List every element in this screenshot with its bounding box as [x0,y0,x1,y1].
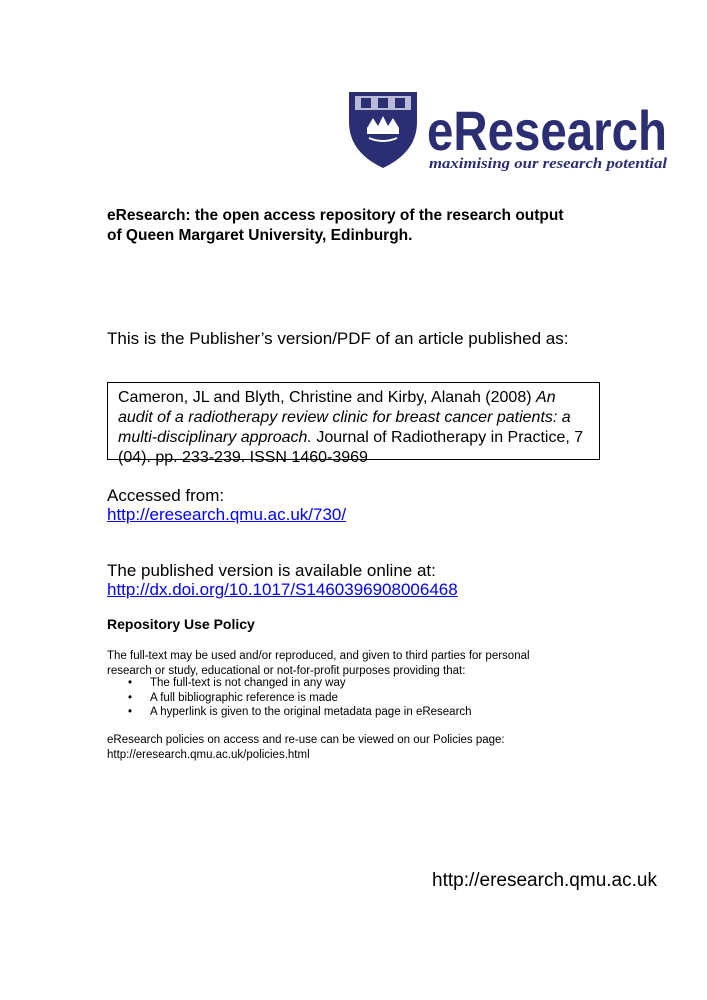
eresearch-logo [345,88,675,178]
logo-tagline: maximising our research potential [429,156,667,172]
list-item: • A hyperlink is given to the original metadata page in eResearch [123,705,472,720]
published-version-link[interactable]: http://dx.doi.org/10.1017/S1460396908006468 [107,580,458,599]
footer-url: http://eresearch.qmu.ac.uk [432,870,657,891]
repository-heading [107,206,627,246]
accessed-from-label: Accessed from: [107,486,225,505]
policies-note: eResearch policies on access and re-use can be viewed on our Policies page: http://eresearch.qmu.ac.uk/policies.html [107,734,505,761]
list-item: • A full bibliographic reference is made [123,691,472,706]
crest-shield-icon [349,92,417,168]
citation-source: Journal of Radiotherapy in Practice, 7 (04). pp. 233-239. ISSN 1460-3969 [118,429,584,466]
heading-line-1: eResearch: the open access repository of the research output [107,207,564,224]
heading-line-2: of Queen Margaret University, Edinburgh. [107,227,413,244]
policy-intro: The full-text may be used and/or reproduced, and given to third parties for personal research or study, educational or not-for-profit purposes providing that: [107,650,530,677]
accessed-from-link[interactable]: http://eresearch.qmu.ac.uk/730/ [107,505,347,524]
policy-list [123,676,472,720]
policy-title: Repository Use Policy [107,616,255,632]
citation-authors-year: Cameron, JL and Blyth, Christine and Kirby, Alanah (2008) [118,389,532,406]
citation-box [107,382,600,466]
publisher-version-statement: This is the Publisher’s version/PDF of an article published as: [107,329,569,348]
citation-title: An audit of a radiotherapy review clinic for breast cancer patients: a multi-disciplinary approach. [118,389,571,446]
logo-brand: eResearch [427,99,667,162]
list-item: • The full-text is not changed in any way [123,676,472,691]
published-version-label: The published version is available online at: [107,561,436,580]
